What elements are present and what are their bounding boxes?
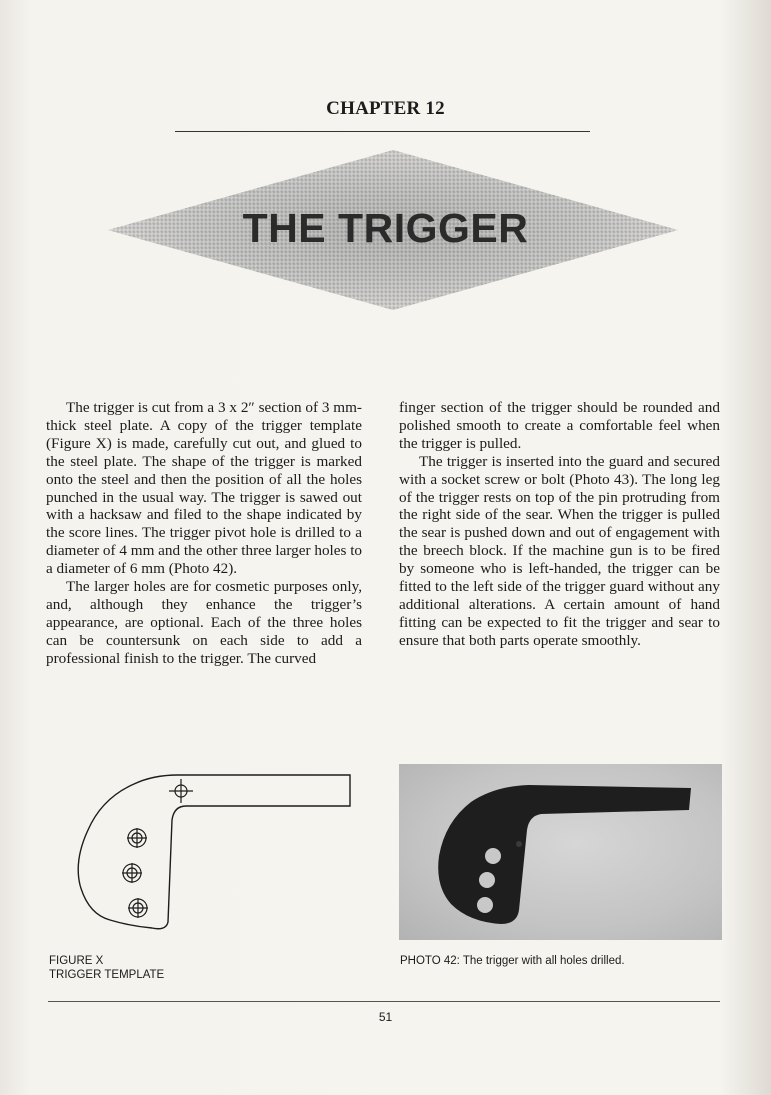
cosmetic-hole-mark [128,898,148,918]
paragraph: The larger holes are for cosmetic purposes only, and, although they enhance the trigger’s appearance, are optional. Each of the three holes can be countersunk on each side to add a professional finish to the trigger. The curved [46,578,362,667]
trigger-outline [78,775,350,929]
page-number: 51 [378,1010,393,1024]
figure-caption-title: FIGURE X [49,955,104,967]
trigger-hole [479,872,495,888]
paragraph: The trigger is cut from a 3 x 2″ section of 3 mm-thick steel plate. A copy of the trigger template (Figure X) is made, carefully cut out, and glued to the steel plate. The shape of the trigger is marked onto the steel and then the position of all the holes punched in the usual way. The trigger is sawed out with a hacksaw and filed to the shape indicated by the score lines. The trigger pivot hole is drilled to a diameter of 4 mm and the other three larger holes to a diameter of 6 mm (Photo 42). [46,399,363,578]
pivot-hole-mark [169,779,193,803]
left-text-column [46,399,362,668]
trigger-photo [399,764,722,940]
chapter-title: THE TRIGGER [242,205,529,251]
footer-divider [48,1001,720,1002]
trigger-silhouette [438,785,691,924]
chapter-divider [175,131,590,132]
trigger-hole [485,848,501,864]
trigger-hole [477,897,493,913]
paragraph: finger section of the trigger should be rounded and polished smooth to create a comfortable feel when the trigger is pulled. [399,399,720,452]
figure-caption-subtitle: TRIGGER TEMPLATE [49,969,165,981]
pivot-hole [516,841,522,847]
paragraph: The trigger is inserted into the guard and secured with a socket screw or bolt (Photo 43). The long leg of the trigger rests on top of the pin protruding from the right side of the sear. When the trigger is pulled the sear is pushed down and out of engagement with the breech block. If the machine gun is to be fired by someone who is left-handed, the trigger can be fitted to the left side of the trigger guard without any additional alterations. A certain amount of hand fitting can be expected to fit the trigger and sear to ensure that both parts operate smoothly. [399,452,720,649]
photo-caption: PHOTO 42: The trigger with all holes drilled. [400,955,625,967]
trigger-template-figure [48,760,358,945]
cosmetic-hole-mark [127,828,147,848]
figure-caption [49,954,164,982]
trigger-photo-image [399,764,722,940]
right-text-column [399,399,720,650]
cosmetic-hole-mark [122,863,142,883]
chapter-number: CHAPTER 12 [326,98,445,119]
